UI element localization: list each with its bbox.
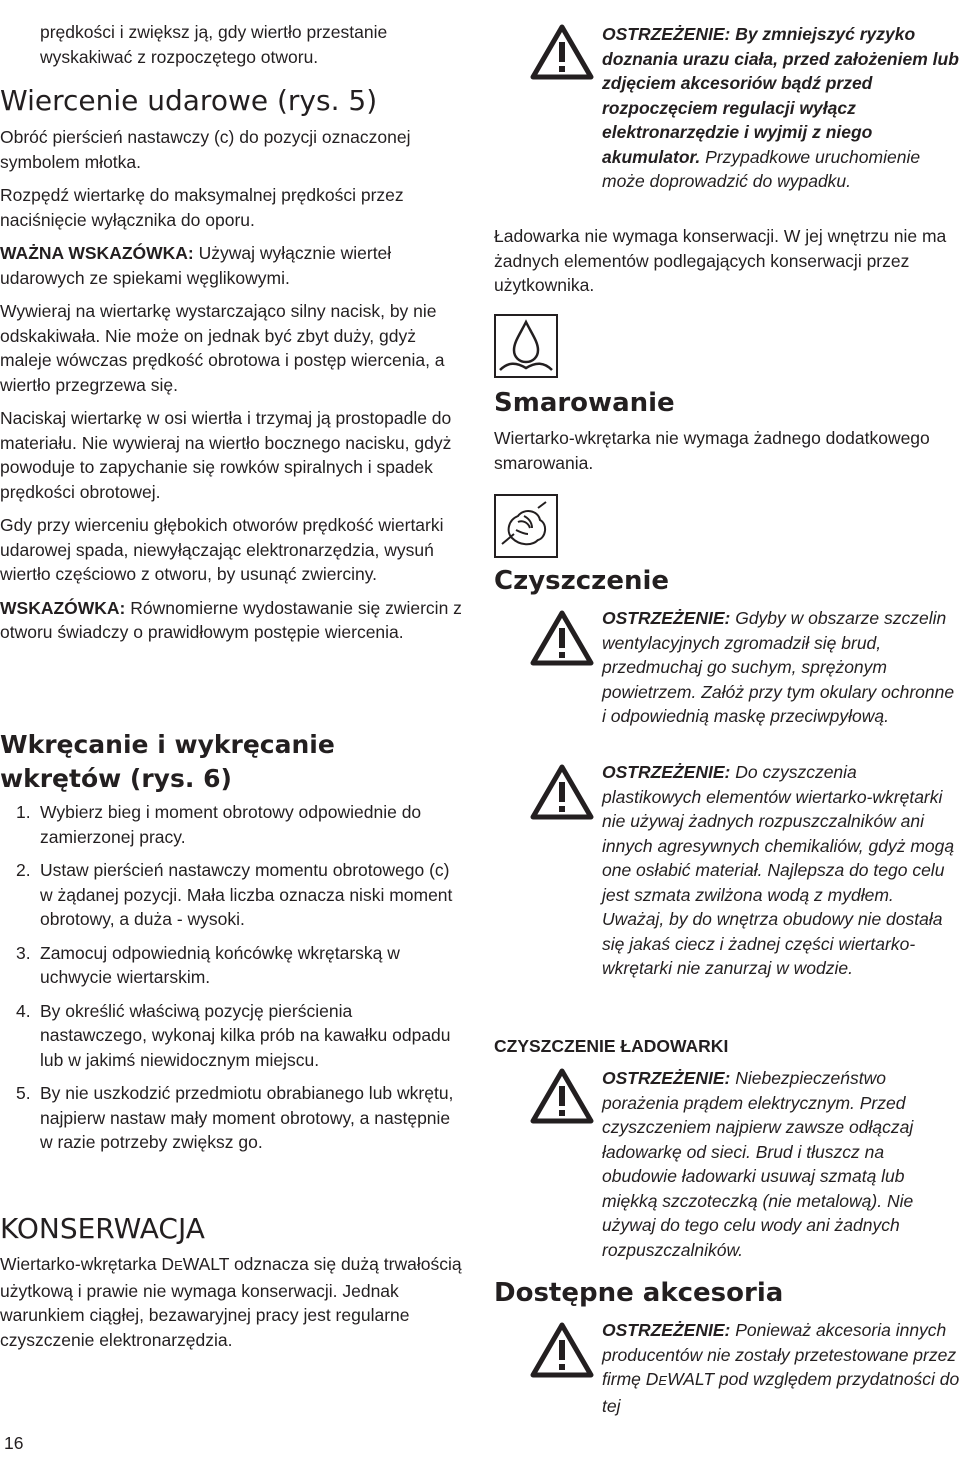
warning-2-text: OSTRZEŻENIE: Gdyby w obszarze szczelin wentylacyjnych zgromadził się brud, przedmuchaj go suchym, sprężonym powietrzem. Załóż przy tym okulary ochronne i odpowiednią maskę przeciwpyłową. (602, 608, 955, 726)
intro-text: prędkości i zwiększ ją, gdy wiertło przestanie wyskakiwać z rozpoczętego otworu. (40, 22, 388, 67)
section-title-screwdriving: Wkręcanie i wykręcanie wkrętów (rys. 6) (0, 730, 335, 793)
warning-4-text: OSTRZEŻENIE: Niebezpieczeństwo porażenia prądem elektrycznym. Przed czyszczeniem najpierw zawsze odłączaj ładowarkę od sieci. Brud i tłuszcz na obudowie ładowarki usuwaj szmatą lub miękką szczoteczką (nie metalową). Nie używaj do tego celu wody ani żadnych rozpuszczalników. (602, 1068, 914, 1260)
step-text: By nie uszkodzić przedmiotu obrabianego lub wkrętu, najpierw nastaw mały moment obrotowy, a następnie w razie potrzeby zwiększ go. (40, 1083, 454, 1152)
step-item (0, 800, 462, 849)
step-text: Wybierz bieg i moment obrotowy odpowiednie do zamierzonej pracy. (40, 802, 422, 847)
hammer-p5: Gdy przy wierceniu głębokich otworów prędkość wiertarki udarowej spada, niewyłączając elektronarzędzia, wysuń wiertło częściowo z otworu, by usunąć zwierciny. (0, 515, 444, 584)
hammer-note2: WSKAZÓWKA: Równomierne wydostawanie się zwiercin z otworu świadczy o prawidłowym postępie wiercenia. (0, 597, 462, 642)
step-text: Zamocuj odpowiednią końcówkę wkrętarską w uchwycie wiertarskim. (40, 942, 400, 987)
warning-block-1 (494, 22, 960, 194)
section-title-charger-cleaning: CZYSZCZENIE ŁADOWARKI (494, 1036, 729, 1056)
warning-triangle-icon (530, 764, 594, 820)
section-title-hammer-drilling: Wiercenie udarowe (rys. 5) (0, 84, 378, 117)
charger-maintenance-text: Ładowarka nie wymaga konserwacji. W jej wnętrzu nie ma żadnych elementów podlegających konserwacji przez użytkownika. (494, 226, 947, 295)
warning-3-text: OSTRZEŻENIE: Do czyszczenia plastikowych elementów wiertarko-wkrętarki nie używaj żadnych rozpuszczalników ani innych agresywnych chemikaliów, gdyż mogą one osłabić materiał. Najlepsza do tego celu jest szmata zwilżona wodą z mydłem. Uważaj, by do wnętrza obudowy nie dostała się jakaś ciecz i żadnej części wiertarko-wkrętarki nie zanurzaj w wodzie. (602, 762, 955, 978)
warning-triangle-icon (530, 610, 594, 666)
warning-block-5 (494, 1318, 960, 1418)
step-text: By określić właściwą pozycję pierścienia nastawczego, wykonaj kilka prób na kawałku odpadu lub w jakimś niewidocznym miejscu. (40, 1000, 451, 1070)
section-title-accessories: Dostępne akcesoria (494, 1278, 784, 1308)
screwdriving-steps (0, 800, 462, 1155)
step-number: 3. (16, 942, 31, 963)
section-title-maintenance: KONSERWACJA (0, 1212, 205, 1245)
hand-cloth-icon (494, 494, 558, 558)
note-label: WAŻNA WSKAZÓWKA: (0, 243, 194, 263)
hammer-p2: Rozpędź wiertarkę do maksymalnej prędkości przez naciśnięcie wyłącznika do oporu. (0, 185, 404, 230)
step-number: 5. (16, 1083, 31, 1103)
hammer-p1: Obróć pierścień nastawczy (c) do pozycji oznaczonej symbolem młotka. (0, 127, 411, 172)
step-item (0, 1081, 462, 1155)
section-title-cleaning: Czyszczenie (494, 566, 670, 596)
warning-triangle-icon (530, 24, 594, 80)
step-item (0, 941, 462, 990)
step-number: 1. (16, 802, 31, 822)
hammer-note: WAŻNA WSKAZÓWKA: Używaj wyłącznie wierteł udarowych ze spiekami węglikowymi. (0, 243, 392, 288)
warning-block-2 (494, 606, 960, 729)
warning-5-text: OSTRZEŻENIE: Ponieważ akcesoria innych producentów nie zostały przetestowane przez firmę DEWALT pod względem przydatności do tej (602, 1320, 960, 1416)
warning-triangle-icon (530, 1322, 594, 1378)
page-number: 16 (4, 1433, 24, 1453)
step-number: 2. (16, 860, 31, 880)
hammer-p4: Naciskaj wiertarkę w osi wiertła i trzymaj ją prostopadle do materiału. Nie wywieraj na wiertło bocznego nacisku, gdyż powoduje to zapychanie się rowków spiralnych i spadek prędkości obrotowej. (0, 408, 452, 502)
step-text: Ustaw pierścień nastawczy momentu obrotowego (c) w żądanej pozycji. Mała liczba oznacza niski moment obrotowy, a duża - wysoki. (40, 860, 453, 929)
hammer-p3: Wywieraj na wiertarkę wystarczająco silny nacisk, by nie odskakiwała. Nie może on jednak być zbyt duży, gdyż maleje wówczas prędkość obrotowa i postęp wiercenia, a wiertło przegrzewa się. (0, 301, 445, 395)
oil-drop-icon (494, 314, 558, 378)
warning-block-4 (494, 1066, 960, 1262)
step-item (0, 999, 462, 1073)
note2-label: WSKAZÓWKA: (0, 597, 126, 618)
maintenance-p1: Wiertarko-wkrętarka DEWALT odznacza się dużą trwałością użytkową i prawie nie wymaga konserwacji. Jednak warunkiem ciągłej, bezawaryjnej pracy jest regularne czyszczenie elektronarzędzia. (0, 1254, 462, 1350)
step-item (0, 858, 462, 932)
step-number: 4. (16, 1000, 31, 1021)
lubrication-text: Wiertarko-wkrętarka nie wymaga żadnego dodatkowego smarowania. (494, 428, 930, 473)
section-title-lubrication: Smarowanie (494, 388, 675, 418)
warning-1-text: OSTRZEŻENIE: By zmniejszyć ryzyko doznania urazu ciała, przed założeniem lub zdjęciem akcesoriów bądź przed rozpoczęciem regulacji wyłącz elektronarzędzie i wyjmij z niego akumulator. Przypadkowe uruchomienie może doprowadzić do wypadku. (602, 24, 959, 191)
warning-triangle-icon (530, 1068, 594, 1124)
warning-block-3 (494, 760, 960, 981)
